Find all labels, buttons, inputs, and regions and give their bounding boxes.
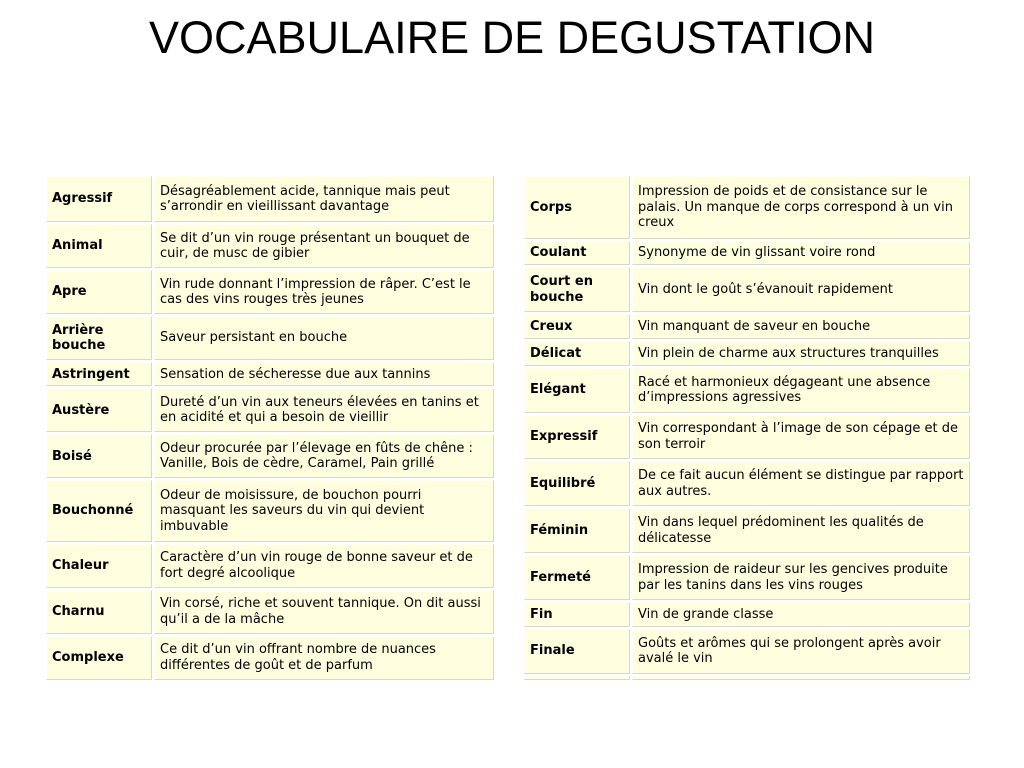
definition-cell: Caractère d’un vin rouge de bonne saveur et de fort degré alcoolique bbox=[154, 544, 494, 588]
definition-cell: Vin corsé, riche et souvent tannique. On dit aussi qu’il a de la mâche bbox=[154, 590, 494, 634]
glossary-row bbox=[524, 602, 970, 627]
term-cell: Austère bbox=[46, 388, 152, 432]
definition-cell: Vin dont le goût s’évanouit rapidement bbox=[632, 267, 970, 312]
definition-cell: Se dit d’un vin rouge présentant un bouquet de cuir, de musc de gibier bbox=[154, 224, 494, 268]
glossary-row bbox=[524, 341, 970, 366]
definition-cell: Désagréablement acide, tannique mais peut s’arrondir en vieillissant davantage bbox=[154, 176, 494, 222]
glossary-row bbox=[46, 362, 494, 386]
glossary-row bbox=[524, 368, 970, 413]
glossary-row bbox=[524, 555, 970, 600]
glossary-row bbox=[46, 590, 494, 634]
definition-cell: Saveur persistant en bouche bbox=[154, 316, 494, 360]
glossary-row bbox=[524, 461, 970, 506]
glossary-row bbox=[524, 629, 970, 674]
glossary-row bbox=[524, 508, 970, 553]
definition-cell: Sensation de sécheresse due aux tannins bbox=[154, 362, 494, 386]
glossary-row bbox=[524, 176, 970, 239]
glossary-row bbox=[46, 270, 494, 314]
definition-cell: Synonyme de vin glissant voire rond bbox=[632, 241, 970, 266]
glossary-table-right bbox=[522, 174, 972, 682]
term-cell: Fin bbox=[524, 602, 630, 627]
definition-cell: Dureté d’un vin aux teneurs élevées en tanins et en acidité et qui a besoin de vieillir bbox=[154, 388, 494, 432]
glossary-row-partial bbox=[524, 676, 970, 681]
definition-cell: Vin plein de charme aux structures tranquilles bbox=[632, 341, 970, 366]
definition-cell: Impression de raideur sur les gencives produite par les tanins dans les vins rouges bbox=[632, 555, 970, 600]
term-cell: Délicat bbox=[524, 341, 630, 366]
term-cell: Arrière bouche bbox=[46, 316, 152, 360]
term-cell: Astringent bbox=[46, 362, 152, 386]
slide-title: VOCABULAIRE DE DEGUSTATION bbox=[149, 12, 875, 63]
definition-cell: Racé et harmonieux dégageant une absence d’impressions agressives bbox=[632, 368, 970, 413]
glossary-row bbox=[524, 267, 970, 312]
glossary-row bbox=[524, 415, 970, 460]
term-cell: Boisé bbox=[46, 434, 152, 478]
term-cell: Apre bbox=[46, 270, 152, 314]
glossary-row bbox=[46, 544, 494, 588]
glossary-row bbox=[46, 636, 494, 680]
definition-cell: Goûts et arômes qui se prolongent après avoir avalé le vin bbox=[632, 629, 970, 674]
term-cell: Agressif bbox=[46, 176, 152, 222]
term-cell: Finale bbox=[524, 629, 630, 674]
definition-cell: Vin de grande classe bbox=[632, 602, 970, 627]
glossary-row bbox=[46, 388, 494, 432]
term-cell: Féminin bbox=[524, 508, 630, 553]
glossary-row bbox=[524, 241, 970, 266]
term-cell: Complexe bbox=[46, 636, 152, 680]
glossary-left-body bbox=[46, 176, 494, 680]
glossary-row bbox=[524, 314, 970, 339]
term-cell: Chaleur bbox=[46, 544, 152, 588]
glossary-row bbox=[46, 316, 494, 360]
definition-cell: Impression de poids et de consistance sur le palais. Un manque de corps correspond à un vin creux bbox=[632, 176, 970, 239]
definition-cell: Ce dit d’un vin offrant nombre de nuances différentes de goût et de parfum bbox=[154, 636, 494, 680]
term-cell: Animal bbox=[46, 224, 152, 268]
definition-cell: Vin rude donnant l’impression de râper. C’est le cas des vins rouges très jeunes bbox=[154, 270, 494, 314]
term-cell: Expressif bbox=[524, 415, 630, 460]
term-cell: Bouchonné bbox=[46, 480, 152, 542]
term-cell: Fermeté bbox=[524, 555, 630, 600]
term-cell: Creux bbox=[524, 314, 630, 339]
term-cell: Corps bbox=[524, 176, 630, 239]
term-cell: Elégant bbox=[524, 368, 630, 413]
definition-cell: Vin correspondant à l’image de son cépage et de son terroir bbox=[632, 415, 970, 460]
term-cell: Coulant bbox=[524, 241, 630, 266]
definition-cell: Odeur de moisissure, de bouchon pourri masquant les saveurs du vin qui devient imbuvable bbox=[154, 480, 494, 542]
definition-cell: Vin manquant de saveur en bouche bbox=[632, 314, 970, 339]
glossary-row bbox=[46, 224, 494, 268]
term-cell: Equilibré bbox=[524, 461, 630, 506]
glossary-row bbox=[46, 176, 494, 222]
glossary-row bbox=[46, 434, 494, 478]
glossary-row bbox=[46, 480, 494, 542]
definition-cell: Odeur procurée par l’élevage en fûts de chêne : Vanille, Bois de cèdre, Caramel, Pain grillé bbox=[154, 434, 494, 478]
glossary-right-body bbox=[524, 176, 970, 680]
term-cell: Charnu bbox=[46, 590, 152, 634]
definition-cell: De ce fait aucun élément se distingue par rapport aux autres. bbox=[632, 461, 970, 506]
glossary-table-left bbox=[44, 174, 496, 682]
term-cell: Court en bouche bbox=[524, 267, 630, 312]
definition-cell: Vin dans lequel prédominent les qualités de délicatesse bbox=[632, 508, 970, 553]
